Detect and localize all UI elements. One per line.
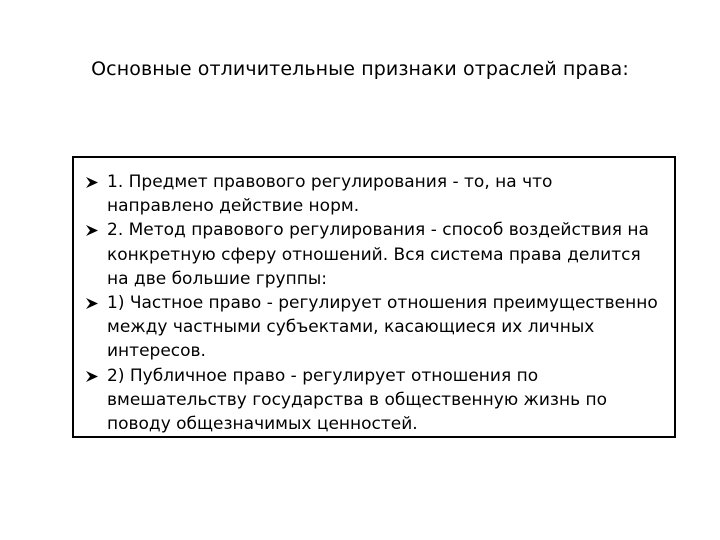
list-item-text: 2) Публичное право - регулирует отношения по вмешательству государства в общественную жизнь по поводу общезначимых ценностей. xyxy=(107,365,608,435)
bullet-list xyxy=(85,170,660,436)
arrow-bullet-icon xyxy=(85,370,99,383)
list-item xyxy=(85,170,660,218)
list-item xyxy=(85,218,660,291)
arrow-bullet-icon xyxy=(85,176,99,189)
list-item-text: 1) Частное право - регулирует отношения преимущественно между частными субъектами, касающиеся их личных интересов. xyxy=(107,293,658,362)
arrow-bullet-icon xyxy=(85,224,99,237)
list-item xyxy=(85,291,660,364)
list-item-text: 2. Метод правового регулирования - способ воздействия на конкретную сферу отношений. Вся система права делится на две большие группы: xyxy=(107,220,649,289)
arrow-bullet-icon xyxy=(85,297,99,310)
content-box xyxy=(72,156,676,438)
list-item-text: 1. Предмет правового регулирования - то, на что направлено действие норм. xyxy=(107,172,553,217)
list-item xyxy=(85,364,660,437)
slide-title: Основные отличительные признаки отраслей права: xyxy=(91,58,629,80)
